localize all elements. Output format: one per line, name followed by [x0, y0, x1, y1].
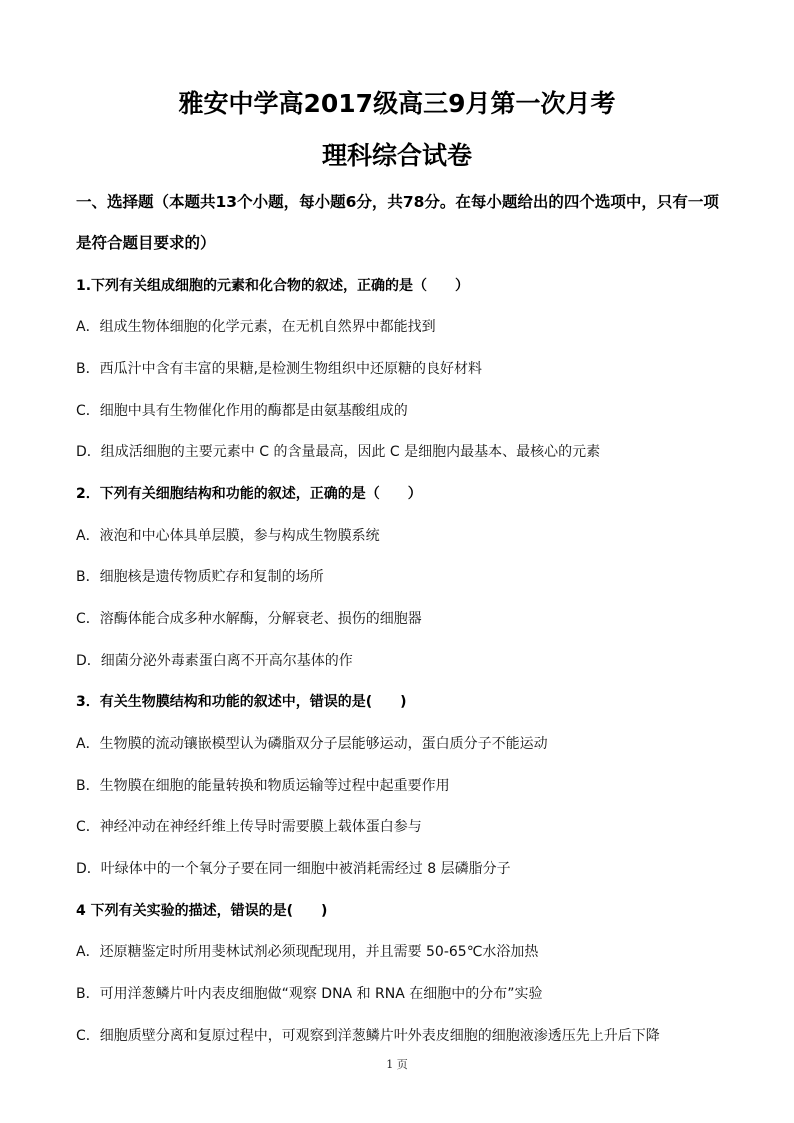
question-4-option-c: C．细胞质壁分离和复原过程中，可观察到洋葱鳞片叶外表皮细胞的细胞液渗透压先上升后下降 — [76, 1028, 660, 1044]
question-1-option-d: D．组成活细胞的主要元素中 C 的含量最高，因此 C 是细胞内最基本、最核心的元素 — [76, 444, 601, 460]
question-2-option-d: D．细菌分泌外毒素蛋白离不开高尔基体的作 — [76, 653, 353, 669]
exam-title: 雅安中学高2017级高三9月第一次月考 — [178, 89, 616, 118]
question-2-stem: 2．下列有关细胞结构和功能的叙述，正确的是（ ） — [76, 486, 422, 502]
question-3-stem: 3．有关生物膜结构和功能的叙述中，错误的是( ) — [76, 694, 407, 710]
question-3-option-a: A．生物膜的流动镶嵌模型认为磷脂双分子层能够运动，蛋白质分子不能运动 — [76, 736, 548, 752]
section-heading: 一、选择题（本题共13个小题，每小题6分，共78分。在每小题给出的四个选项中，只有一项是符合题目要求的） — [76, 193, 719, 252]
question-1-option-a: A．组成生物体细胞的化学元素，在无机自然界中都能找到 — [76, 319, 436, 335]
question-2-option-a: A．液泡和中心体具单层膜，参与构成生物膜系统 — [76, 528, 380, 544]
question-1-option-c: C．细胞中具有生物催化作用的酶都是由氨基酸组成的 — [76, 403, 408, 419]
exam-subtitle: 理科综合试卷 — [321, 141, 472, 170]
question-3-option-b: B．生物膜在细胞的能量转换和物质运输等过程中起重要作用 — [76, 778, 450, 794]
question-1-option-b: B．西瓜汁中含有丰富的果糖,是检测生物组织中还原糖的良好材料 — [76, 361, 483, 377]
question-2-option-c: C．溶酶体能合成多种水解酶，分解衰老、损伤的细胞器 — [76, 611, 422, 627]
page-number: 1 页 — [386, 1058, 408, 1071]
question-4-option-a: A．还原糖鉴定时所用斐林试剂必须现配现用，并且需要 50-65℃水浴加热 — [76, 944, 539, 960]
question-2-option-b: B．细胞核是遗传物质贮存和复制的场所 — [76, 569, 324, 585]
question-4-stem: 4 下列有关实验的描述，错误的是( ) — [76, 903, 328, 919]
question-1-stem: 1.下列有关组成细胞的元素和化合物的叙述，正确的是（ ） — [76, 278, 470, 294]
question-3-option-c: C．神经冲动在神经纤维上传导时需要膜上载体蛋白参与 — [76, 819, 422, 835]
question-3-option-d: D．叶绿体中的一个氧分子要在同一细胞中被消耗需经过 8 层磷脂分子 — [76, 861, 511, 877]
question-4-option-b: B．可用洋葱鳞片叶内表皮细胞做“观察 DNA 和 RNA 在细胞中的分布”实验 — [76, 986, 543, 1002]
